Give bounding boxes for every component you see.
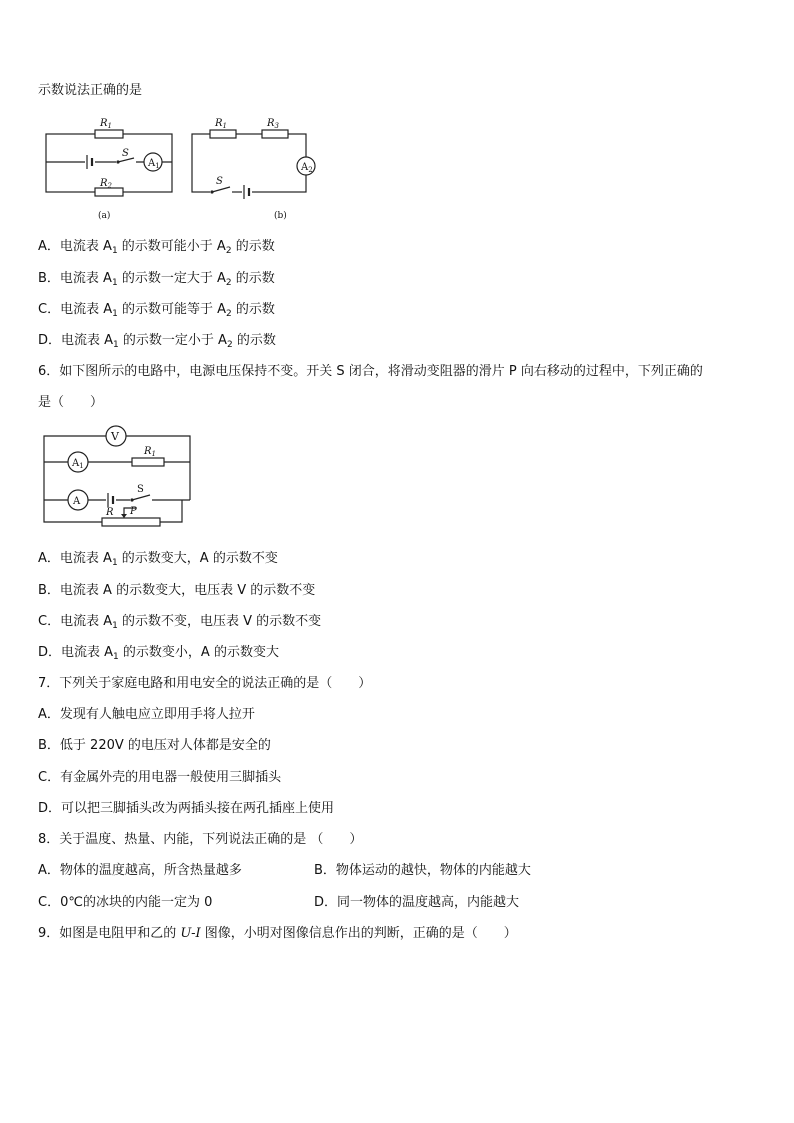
caption-a: (a): [98, 211, 111, 221]
s-label: S: [137, 484, 144, 495]
slider-label: P: [130, 506, 137, 517]
q7-option-d[interactable]: D．可以把三脚插头改为两插头接在两孔插座上使用: [38, 801, 335, 816]
q5-option-d[interactable]: D．电流表 $A_1$ 的示数一定小于 $A_2$ 的示数: [38, 333, 276, 350]
rheostat-r: [102, 518, 160, 526]
q6-stem-line1: 6．如下图所示的电路中，电源电压保持不变。开关 S 闭合，将滑动变阻器的滑片 P 向右移动的过程中，下列正确的: [38, 364, 703, 379]
r3-label: $R_3$: [267, 118, 279, 130]
q8-option-b[interactable]: B．物体运动的越快，物体的内能越大: [314, 863, 531, 878]
q5-option-c[interactable]: C．电流表 $A_1$ 的示数可能等于 $A_2$ 的示数: [38, 302, 275, 319]
q6-stem-line2: 是（ ）: [38, 395, 104, 410]
intro-text: 示数说法正确的是: [38, 83, 143, 98]
q8-option-d[interactable]: D．同一物体的温度越高，内能越大: [314, 895, 520, 910]
q7-option-a[interactable]: A．发现有人触电应立即用手将人拉开: [38, 707, 255, 722]
q8-stem: 8．关于温度、热量、内能，下列说法正确的是 （ ）: [38, 832, 363, 847]
circuit-figure-a: [40, 114, 180, 224]
resistor-r1: [210, 130, 236, 138]
q5-option-a[interactable]: A．电流表 $A_1$ 的示数可能小于 $A_2$ 的示数: [38, 239, 275, 256]
caption-b: (b): [274, 211, 287, 221]
q7-option-c[interactable]: C．有金属外壳的用电器一般使用三脚插头: [38, 770, 282, 785]
q6-option-a[interactable]: A．电流表 $A_1$ 的示数变大，A 的示数不变: [38, 551, 278, 568]
ammeter-a-label: A: [73, 496, 81, 507]
s-label: S: [216, 176, 223, 187]
q6-option-d[interactable]: D．电流表 $A_1$ 的示数变小，A 的示数变大: [38, 645, 279, 662]
q7-option-b[interactable]: B．低于 220V 的电压对人体都是安全的: [38, 738, 271, 753]
r1-label: $R_1$: [100, 118, 112, 130]
r1-label: $R_1$: [215, 118, 227, 130]
r1-label: $R_1$: [144, 446, 156, 458]
q6-option-c[interactable]: C．电流表 $A_1$ 的示数不变，电压表 V 的示数不变: [38, 614, 322, 631]
q6-option-b[interactable]: B．电流表 A 的示数变大，电压表 V 的示数不变: [38, 583, 316, 598]
r2-label: $R_2$: [100, 178, 112, 190]
resistor-r1: [95, 130, 123, 138]
q9-stem: 9．如图是电阻甲和乙的 U-I 图像，小明对图像信息作出的判断，正确的是（ ）: [38, 926, 517, 941]
q7-stem: 7．下列关于家庭电路和用电安全的说法正确的是（ ）: [38, 676, 372, 691]
q8-option-a[interactable]: A．物体的温度越高，所含热量越多: [38, 863, 242, 878]
s-label: S: [122, 148, 129, 159]
circuit-figure-b: [186, 114, 326, 224]
ammeter-a1-label: $A_1$: [72, 458, 84, 470]
resistor-r3: [262, 130, 288, 138]
resistor-r1: [132, 458, 164, 466]
q5-option-b[interactable]: B．电流表 $A_1$ 的示数一定大于 $A_2$ 的示数: [38, 271, 275, 288]
circuit-figure-q6: [36, 422, 196, 540]
rheostat-label: R: [106, 507, 114, 518]
ammeter-a1-label: $A_1$: [148, 158, 160, 170]
voltmeter-label: V: [111, 430, 119, 443]
ammeter-a2-label: $A_2$: [301, 162, 313, 174]
q8-option-c[interactable]: C．0℃的冰块的内能一定为 0: [38, 895, 213, 910]
